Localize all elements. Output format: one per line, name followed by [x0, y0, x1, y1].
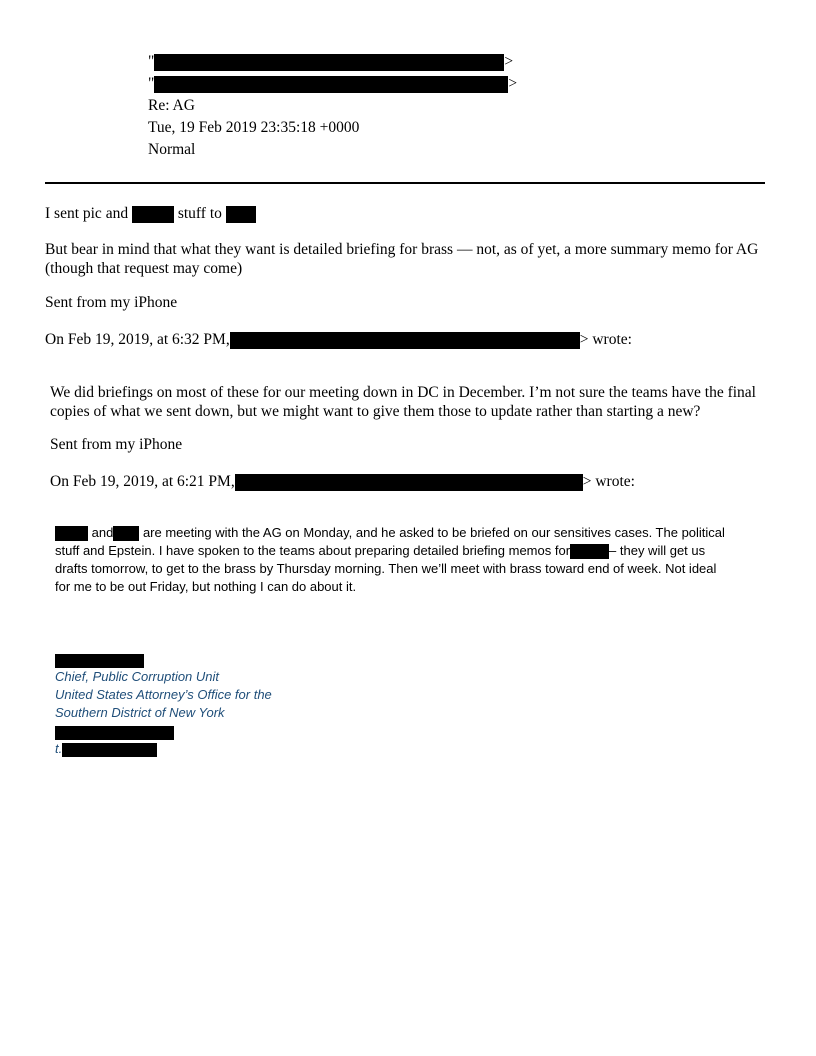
original-text: and [91, 525, 114, 540]
reply2-quote-header [50, 472, 635, 492]
redaction-block [154, 76, 508, 93]
from-quote: " [148, 53, 155, 70]
original-line2 [55, 542, 705, 560]
redaction-block [154, 54, 504, 71]
original-line1 [55, 524, 725, 542]
from-suffix: > [504, 53, 514, 70]
reply1-paragraph: But bear in mind that what they want is detailed briefing for brass — not, as of yet, a more summary memo for AG (though that request may come) [45, 241, 759, 277]
redaction-block [55, 526, 88, 541]
signature-title: Chief, Public Corruption Unit [55, 669, 220, 684]
original-text: are meeting with the AG on Monday, and he asked to be briefed on our sensitives cases. The political [142, 525, 725, 540]
quote-header-text: > wrote: [582, 473, 635, 490]
reply1-text: stuff to [177, 205, 222, 222]
reply1-text: I sent pic and [45, 205, 129, 222]
signature-phone [55, 740, 157, 758]
date-value: Tue, 19 Feb 2019 23:35:18 +0000 [148, 119, 360, 136]
original-text: – they will get us [609, 543, 706, 558]
to-quote: " [148, 75, 155, 92]
reply1-line1 [45, 204, 256, 224]
redaction-block [226, 206, 256, 223]
redaction-block [62, 743, 157, 757]
redaction-block [55, 654, 144, 668]
signature-office-line2: Southern District of New York [55, 705, 225, 720]
redaction-block [55, 726, 174, 740]
phone-prefix: t. [55, 741, 63, 756]
subject-value: Re: AG [148, 97, 195, 114]
to-value [148, 74, 517, 94]
reply2-sent-from: Sent from my iPhone [50, 436, 183, 453]
reply1-quote-header [45, 330, 632, 350]
from-value [148, 52, 513, 72]
to-suffix: > [508, 75, 518, 92]
original-text: stuff and Epstein. I have spoken to the teams about preparing detailed briefing memos for [55, 543, 571, 558]
reply1-sent-from: Sent from my iPhone [45, 294, 178, 311]
header-divider [45, 182, 765, 184]
quote-header-text: On Feb 19, 2019, at 6:32 PM, [45, 331, 230, 348]
importance-value: Normal [148, 141, 196, 158]
redaction-block [570, 544, 609, 559]
reply2-paragraph: We did briefings on most of these for our meeting down in DC in December. I’m not sure the teams have the final copies of what we sent down, but we might want to give them those to update rather than starting a new? [50, 384, 756, 420]
quote-header-text: On Feb 19, 2019, at 6:21 PM, [50, 473, 235, 490]
redaction-block [132, 206, 174, 223]
original-line3: drafts tomorrow, to get to the brass by Thursday morning. Then we’ll meet with brass toward end of week. Not ideal [55, 561, 717, 576]
redaction-block [113, 526, 139, 541]
original-line4: for me to be out Friday, but nothing I can do about it. [55, 579, 357, 594]
redaction-block [230, 332, 580, 349]
quote-header-text: > wrote: [579, 331, 632, 348]
signature-office-line1: United States Attorney’s Office for the [55, 687, 272, 702]
redaction-block [235, 474, 583, 491]
